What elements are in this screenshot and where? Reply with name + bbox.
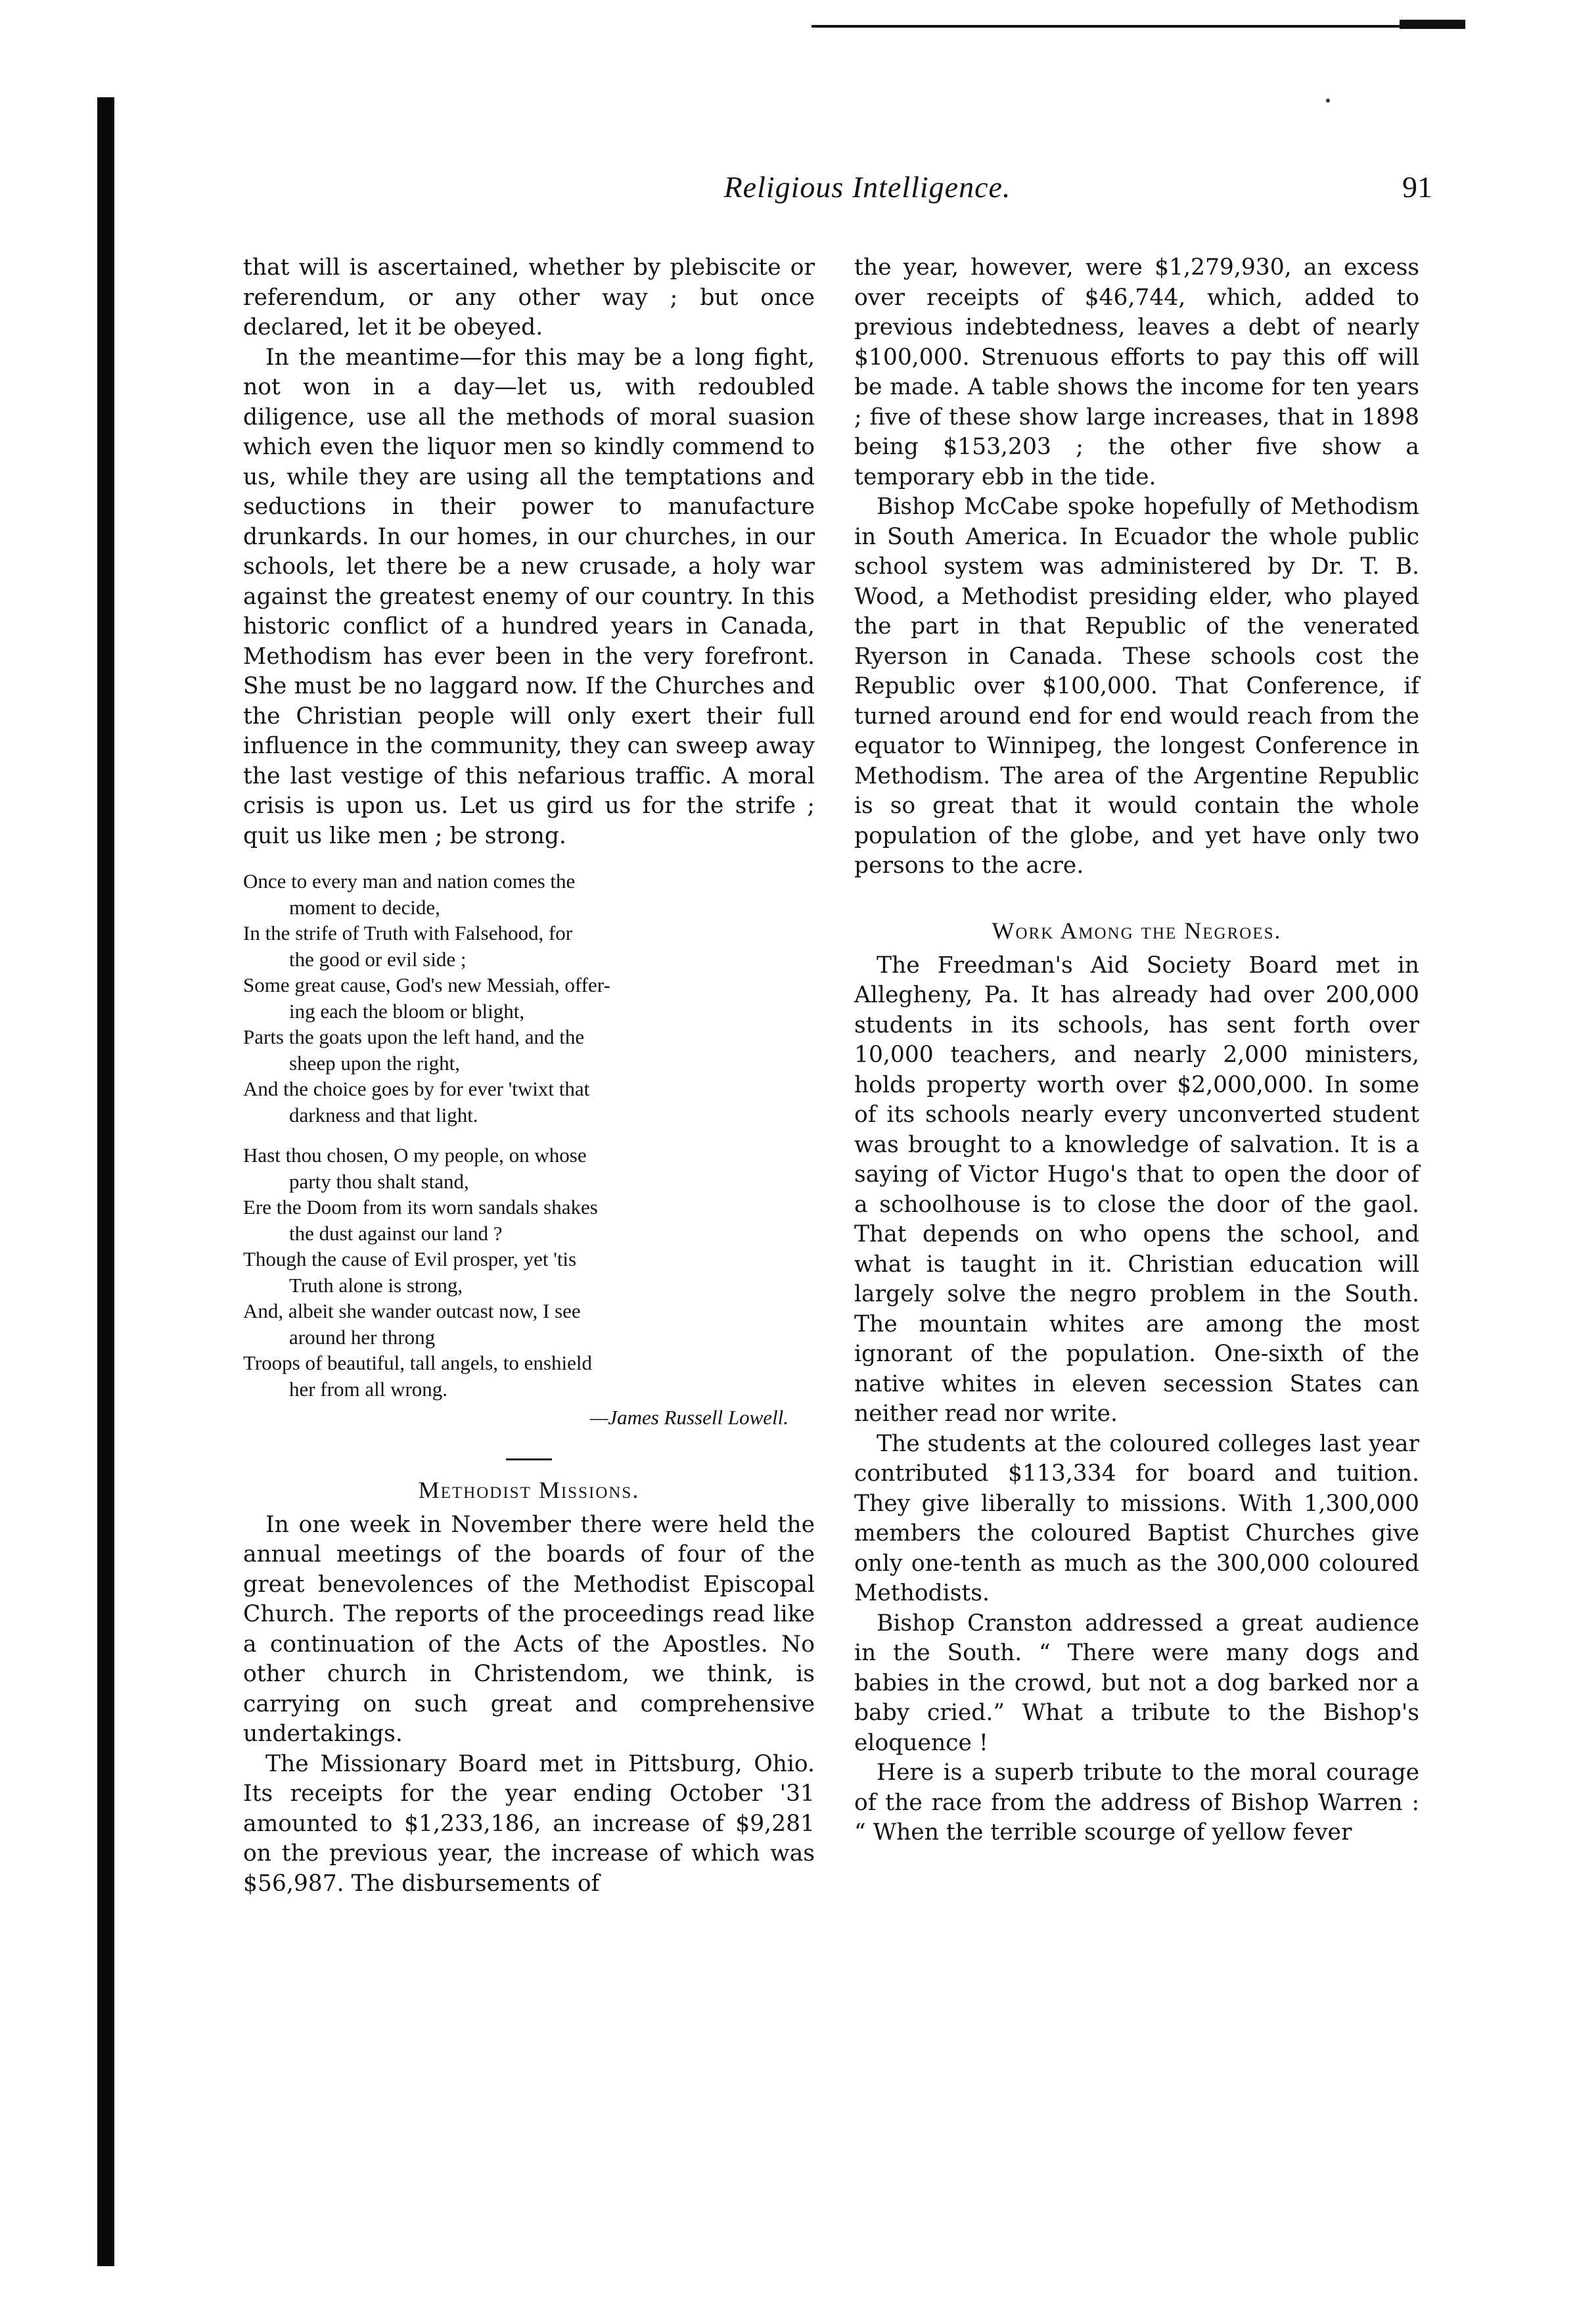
poem-line: And the choice goes by for ever 'twixt that: [243, 1077, 590, 1100]
poem-line: ing each the bloom or blight,: [289, 999, 525, 1023]
poem-line: Ere the Doom from its worn sandals shakes: [243, 1196, 598, 1219]
poem-line: the dust against our land ?: [289, 1221, 503, 1245]
paragraph: Here is a superb tribute to the moral courage of the race from the address of Bishop Warren : “ When the terrible scourge of yellow fever: [854, 1759, 1419, 1846]
section-divider: [506, 1458, 552, 1460]
section-heading: Methodist Missions.: [418, 1476, 640, 1503]
poem-line: her from all wrong.: [289, 1377, 448, 1401]
paragraph: In the meantime—for this may be a long fight, not won in a day—let us, with redoubled diligence, use all the methods of moral suasion which even the liquor men so kindly commend to us, while they are using all the temptations and seductions in their power to manufacture drunkards. In our homes, in our churches, in our schools, let there be a new crusade, a holy war against the greatest enemy of our country. In this historic conflict of a hundred years in Canada, Methodism has ever been in the very forefront. She must be no laggard now. If the Churches and the Christian people will only exert their full influence in the community, they can sweep away the last vestige of this nefarious traffic. A moral crisis is upon us. Let us gird us for the strife ; quit us like men ; be strong.: [243, 344, 815, 849]
poem-line: Some great cause, God's new Messiah, offer-: [243, 973, 610, 996]
top-rule: [811, 25, 1462, 28]
page-number: 91: [1402, 170, 1432, 204]
poem-line: Troops of beautiful, tall angels, to enshield: [243, 1351, 592, 1374]
poem-line: Though the cause of Evil prosper, yet 'tis: [243, 1247, 577, 1270]
left-column: [243, 253, 815, 1899]
paragraph: Bishop McCabe spoke hopefully of Methodism in South America. In Ecuador the whole public school system was administered by Dr. T. B. Wood, a Methodist presiding elder, who played the part in that Republic of the venerated Ryerson in Canada. These schools cost the Republic over $100,000. That Conference, if turned around end for end would reach from the equator to Winnipeg, the longest Conference in Methodism. The area of the Argentine Republic is so great that it would contain the whole population of the globe, and yet have only two persons to the acre.: [854, 494, 1419, 879]
poem-stanza: [243, 1142, 815, 1402]
paragraph: the year, however, were $1,279,930, an excess over receipts of $46,744, which, added to previous indebtedness, leaves a debt of nearly $100,000. Strenuous efforts to pay this off will be made. A table shows the income for ten years ; five of these show large increases, that in 1898 being $153,203 ; the other five show a temporary ebb in the tide.: [854, 254, 1419, 490]
poem: [243, 868, 815, 1431]
poem-line: Once to every man and nation comes the: [243, 870, 576, 893]
poem-line: moment to decide,: [289, 895, 440, 919]
poem-attribution: —James Russell Lowell.: [589, 1406, 788, 1429]
poem-line: And, albeit she wander outcast now, I see: [243, 1299, 581, 1322]
scan-speck: [1326, 99, 1330, 103]
poem-line: party thou shalt stand,: [289, 1169, 469, 1193]
running-title: Religious Intelligence.: [723, 170, 1011, 204]
poem-stanza: [243, 868, 815, 1128]
section-heading: Work Among the Negroes.: [992, 917, 1282, 944]
poem-line: the good or evil side ;: [289, 947, 467, 971]
poem-line: darkness and that light.: [289, 1103, 478, 1127]
poem-line: Truth alone is strong,: [289, 1273, 463, 1297]
scan-binding-edge: [97, 97, 114, 2266]
paragraph: The Missionary Board met in Pittsburg, Ohio. Its receipts for the year ending October '31 amounted to $1,233,186, an increase of $9,281 on the previous year, the increase of which was $56,987. The disbursements of: [243, 1750, 815, 1897]
poem-line: around her throng: [289, 1325, 436, 1349]
paragraph: The students at the coloured colleges last year contributed $113,334 for board and tuition. They give liberally to missions. With 1,300,000 members the coloured Baptist Churches give only one-tenth as much as the 300,000 coloured Methodists.: [854, 1430, 1419, 1606]
paragraph: The Freedman's Aid Society Board met in Allegheny, Pa. It has already had over 200,000 students in its schools, has sent forth over 10,000 teachers, and nearly 2,000 ministers, holds property worth over $2,000,000. In some of its schools nearly every unconverted student was brought to a knowledge of salvation. It is a saying of Victor Hugo's that to open the door of a schoolhouse is to close the door of the gaol. That depends on who opens the school, and what is taught in it. Christian education will largely solve the negro problem in the South. The mountain whites are among the most ignorant of the population. One-sixth of the native whites in eleven secession States can neither read nor write.: [854, 952, 1419, 1427]
paragraph: Bishop Cranston addressed a great audience in the South. “ There were many dogs and babies in the crowd, but not a dog barked nor a baby cried.” What a tribute to the Bishop's eloquence !: [854, 1610, 1419, 1756]
poem-line: In the strife of Truth with Falsehood, for: [243, 921, 573, 944]
top-rule-end: [1400, 20, 1465, 29]
page-header: [223, 170, 1452, 209]
poem-line: Parts the goats upon the left hand, and the: [243, 1025, 585, 1048]
paragraph: In one week in November there were held the annual meetings of the boards of four of the great benevolences of the Methodist Episcopal Church. The reports of the proceedings read like a continuation of the Acts of the Apostles. No other church in Christendom, we think, is carrying on such great and comprehensive undertakings.: [243, 1511, 815, 1747]
right-column: [854, 253, 1419, 1848]
paragraph: that will is ascertained, whether by plebiscite or referendum, or any other way ; but once declared, let it be obeyed.: [243, 254, 815, 340]
poem-line: Hast thou chosen, O my people, on whose: [243, 1144, 587, 1167]
poem-line: sheep upon the right,: [289, 1051, 461, 1075]
